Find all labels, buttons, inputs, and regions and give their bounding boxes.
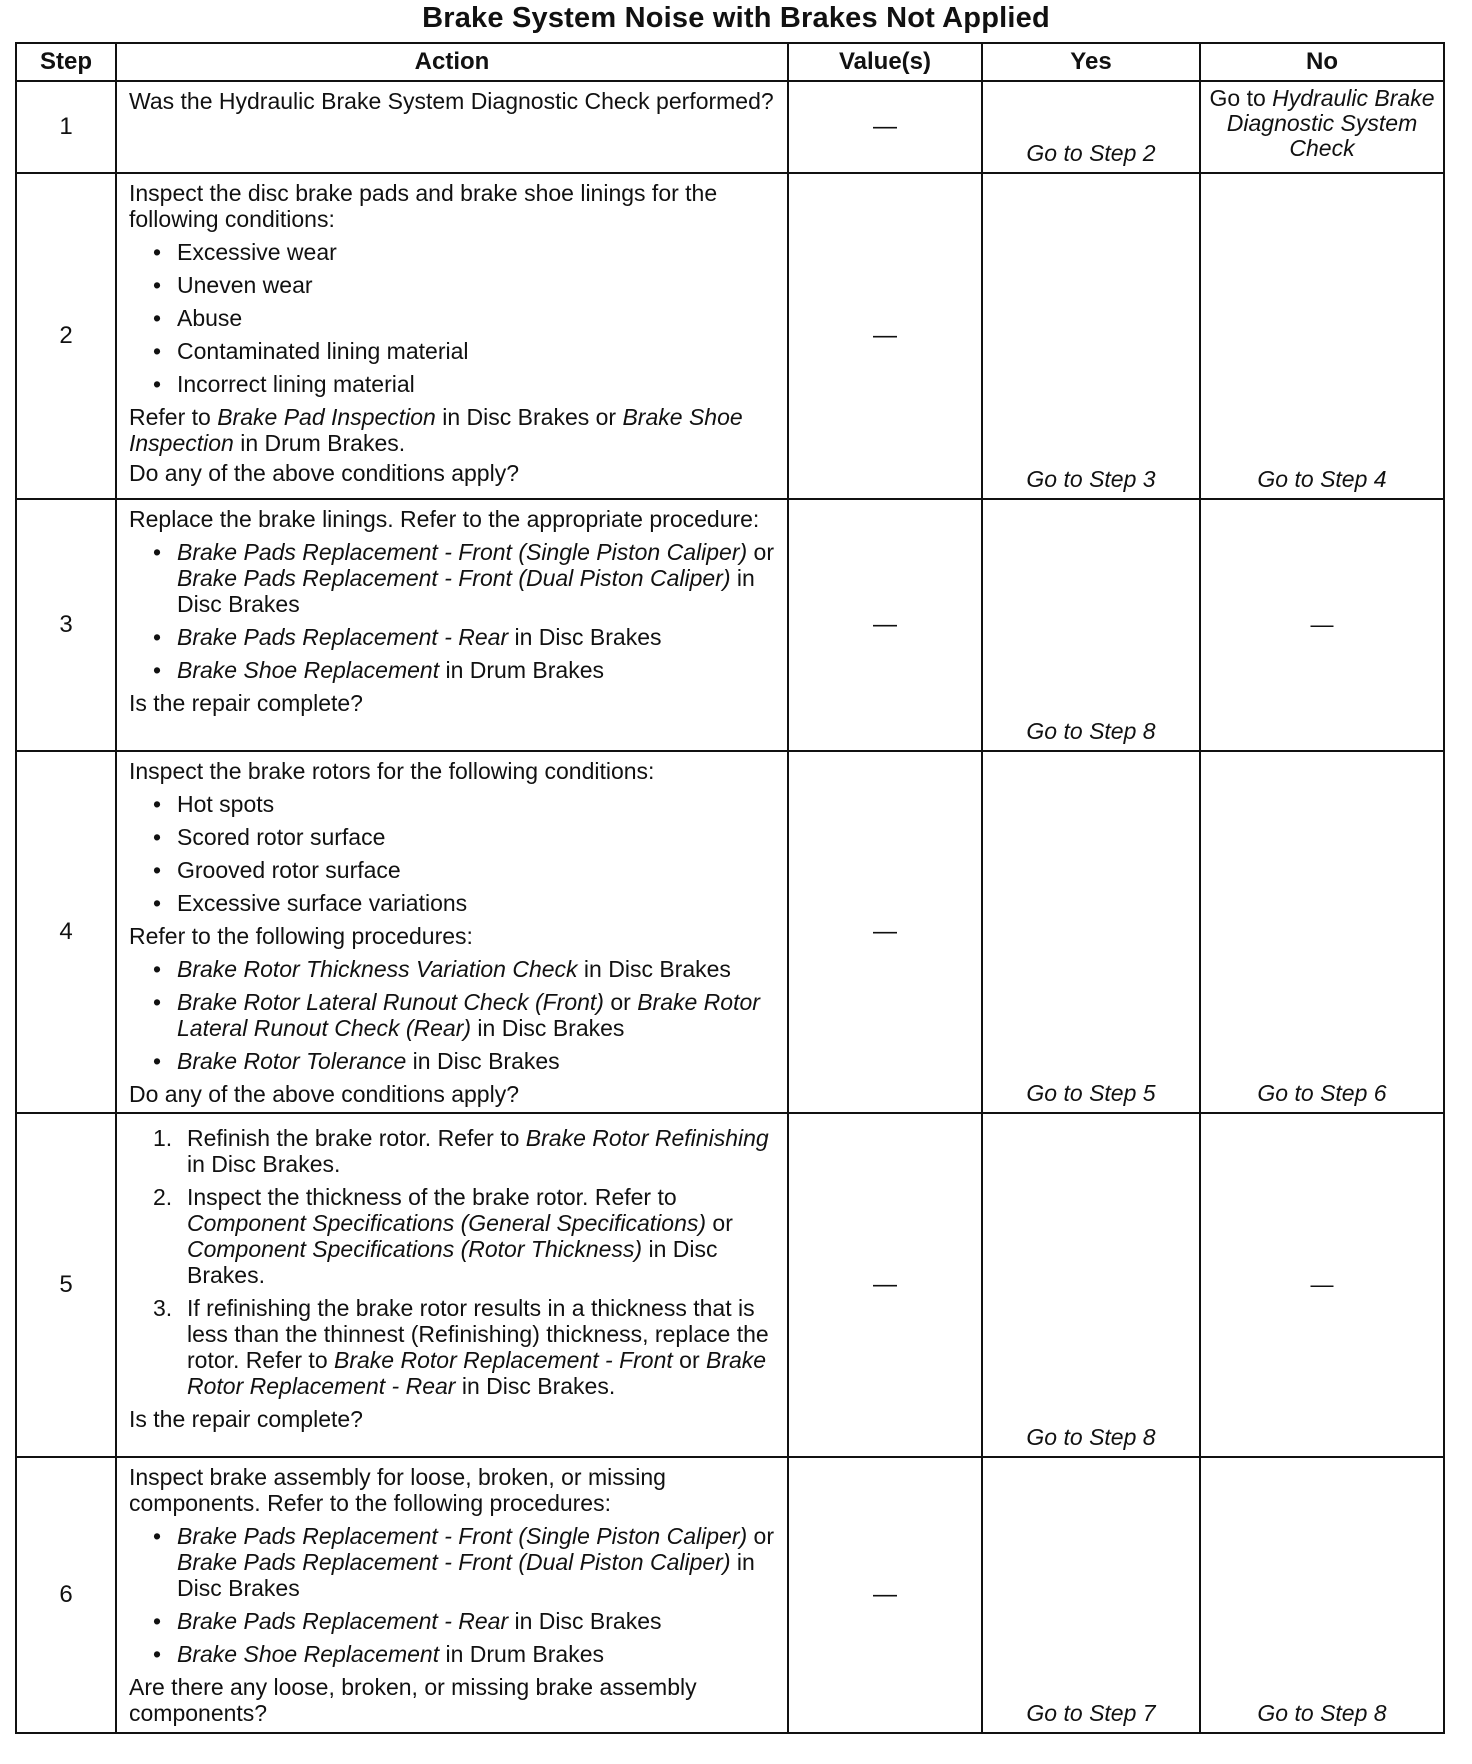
procedure-link: Brake Rotor Refinishing bbox=[525, 1125, 769, 1151]
step-number: 3 bbox=[16, 499, 116, 751]
value-cell: — bbox=[788, 499, 982, 751]
text: or bbox=[706, 1210, 733, 1236]
value-cell: — bbox=[788, 1113, 982, 1457]
yes-cell: Go to Step 3 bbox=[982, 173, 1200, 499]
procedure-link: Brake Shoe Inspection bbox=[129, 404, 743, 456]
text: in Disc Brakes bbox=[508, 1608, 662, 1634]
procedure-link: Brake Pads Replacement - Front (Dual Piston Caliper) bbox=[177, 1549, 731, 1575]
procedure-link: Brake Shoe Replacement bbox=[177, 657, 440, 683]
procedure-link: Brake Rotor Lateral Runout Check (Rear) bbox=[177, 989, 760, 1041]
list-item: • Scored rotor surface bbox=[153, 824, 779, 850]
header-row bbox=[16, 43, 1444, 81]
no-prefix: Go to bbox=[1209, 85, 1273, 111]
procedure-list bbox=[129, 1523, 779, 1667]
value-cell: — bbox=[788, 81, 982, 173]
text: in Drum Brakes. bbox=[233, 430, 406, 456]
value-cell: — bbox=[788, 173, 982, 499]
yes-cell: Go to Step 8 bbox=[982, 499, 1200, 751]
yes-cell: Go to Step 7 bbox=[982, 1457, 1200, 1733]
action-intro: Replace the brake linings. Refer to the appropriate procedure: bbox=[129, 506, 760, 532]
action-intro: Inspect brake assembly for loose, broken, or missing components. Refer to the following procedures: bbox=[129, 1464, 666, 1516]
step-number: 4 bbox=[16, 751, 116, 1113]
list-item bbox=[153, 539, 779, 617]
no-cell: Go to Step 6 bbox=[1200, 751, 1444, 1113]
list-item bbox=[153, 1608, 779, 1634]
condition-list bbox=[129, 791, 779, 916]
action-cell bbox=[116, 173, 788, 499]
action-intro: Inspect the disc brake pads and brake shoe linings for the following conditions: bbox=[129, 180, 718, 232]
no-cell: Go to Step 8 bbox=[1200, 1457, 1444, 1733]
procedure-link: Brake Pad Inspection bbox=[217, 404, 436, 430]
yes-cell: Go to Step 5 bbox=[982, 751, 1200, 1113]
procedure-link: Brake Rotor Tolerance bbox=[177, 1048, 407, 1074]
list-item bbox=[153, 1184, 779, 1288]
table-row bbox=[16, 1113, 1444, 1457]
table-row bbox=[16, 751, 1444, 1113]
list-item bbox=[153, 624, 779, 650]
list-item: • Excessive wear bbox=[153, 239, 779, 265]
action-cell bbox=[116, 81, 788, 173]
text: in Disc Brakes bbox=[177, 1549, 755, 1601]
no-cell: — bbox=[1200, 1113, 1444, 1457]
procedure-link: Brake Pads Replacement - Front (Single Piston Caliper) bbox=[177, 539, 748, 565]
action-cell bbox=[116, 1113, 788, 1457]
text: in Disc Brakes bbox=[406, 1048, 560, 1074]
text: or bbox=[747, 1523, 774, 1549]
list-item bbox=[153, 1295, 779, 1399]
list-item bbox=[153, 1523, 779, 1601]
procedure-link: Brake Pads Replacement - Front (Single Piston Caliper) bbox=[177, 1523, 748, 1549]
no-cell: Go to Step 4 bbox=[1200, 173, 1444, 499]
item-number: 1. bbox=[153, 1125, 173, 1151]
action-question: Is the repair complete? bbox=[129, 690, 363, 716]
condition-list bbox=[129, 239, 779, 397]
header-no: No bbox=[1200, 43, 1444, 81]
list-item: • Excessive surface variations bbox=[153, 890, 779, 916]
text: If refinishing the brake rotor results in a thickness that is less than the thinnest (Refinishing) thickness, replace the rotor. Refer to bbox=[187, 1295, 769, 1373]
action-question: Is the repair complete? bbox=[129, 1406, 363, 1432]
procedure-link: Component Specifications (General Specifications) bbox=[187, 1210, 707, 1236]
list-item bbox=[153, 1125, 779, 1177]
text: in Disc Brakes bbox=[471, 1015, 625, 1041]
step-number: 1 bbox=[16, 81, 116, 173]
table-row bbox=[16, 81, 1444, 173]
value-cell: — bbox=[788, 751, 982, 1113]
action-cell bbox=[116, 499, 788, 751]
header-values: Value(s) bbox=[788, 43, 982, 81]
action-question: Was the Hydraulic Brake System Diagnostic Check performed? bbox=[129, 88, 774, 114]
step-number: 6 bbox=[16, 1457, 116, 1733]
table-row bbox=[16, 173, 1444, 499]
item-number: 3. bbox=[153, 1295, 173, 1321]
step-number: 2 bbox=[16, 173, 116, 499]
text: in Disc Brakes bbox=[177, 565, 755, 617]
procedure-link: Brake Rotor Thickness Variation Check bbox=[177, 956, 578, 982]
step-number: 5 bbox=[16, 1113, 116, 1457]
procedure-link: Hydraulic Brake Diagnostic System Check bbox=[1226, 85, 1435, 161]
text: in Disc Brakes. bbox=[187, 1236, 718, 1288]
action-question: Do any of the above conditions apply? bbox=[129, 1081, 519, 1107]
no-cell bbox=[1200, 81, 1444, 173]
header-yes: Yes bbox=[982, 43, 1200, 81]
list-item: • Incorrect lining material bbox=[153, 371, 779, 397]
page-title: Brake System Noise with Brakes Not Applied bbox=[422, 2, 1050, 34]
list-item bbox=[153, 1641, 779, 1667]
text: or bbox=[672, 1347, 706, 1373]
diagnostic-table bbox=[15, 42, 1445, 1734]
procedure-list bbox=[129, 956, 779, 1074]
procedure-link: Brake Rotor Replacement - Front bbox=[334, 1347, 673, 1373]
action-question: Are there any loose, broken, or missing brake assembly components? bbox=[129, 1674, 697, 1726]
list-item bbox=[153, 956, 779, 982]
table-row bbox=[16, 499, 1444, 751]
procedure-link: Brake Pads Replacement - Rear bbox=[177, 624, 509, 650]
text: in Disc Brakes bbox=[508, 624, 662, 650]
yes-cell: Go to Step 2 bbox=[982, 81, 1200, 173]
list-item: • Contaminated lining material bbox=[153, 338, 779, 364]
no-cell: — bbox=[1200, 499, 1444, 751]
procedure-link: Brake Rotor Lateral Runout Check (Front) bbox=[177, 989, 604, 1015]
header-step: Step bbox=[16, 43, 116, 81]
action-cell bbox=[116, 1457, 788, 1733]
text: in Drum Brakes bbox=[439, 1641, 604, 1667]
item-number: 2. bbox=[153, 1184, 173, 1210]
text: in Disc Brakes. bbox=[455, 1373, 616, 1399]
action-refer bbox=[129, 404, 779, 456]
procedure-link: Brake Pads Replacement - Rear bbox=[177, 1608, 509, 1634]
action-cell bbox=[116, 751, 788, 1113]
text: Refinish the brake rotor. Refer to bbox=[187, 1125, 526, 1151]
text: in Disc Brakes or bbox=[435, 404, 623, 430]
text: or bbox=[603, 989, 638, 1015]
list-item: • Grooved rotor surface bbox=[153, 857, 779, 883]
text: in Drum Brakes bbox=[439, 657, 604, 683]
list-item bbox=[153, 657, 779, 683]
procedure-list bbox=[129, 539, 779, 683]
procedure-link: Brake Rotor Replacement - Rear bbox=[187, 1347, 767, 1399]
value-cell: — bbox=[788, 1457, 982, 1733]
list-item: • Abuse bbox=[153, 305, 779, 331]
text: in Disc Brakes bbox=[577, 956, 731, 982]
procedure-link: Brake Shoe Replacement bbox=[177, 1641, 440, 1667]
action-intro: Inspect the brake rotors for the following conditions: bbox=[129, 758, 655, 784]
list-item bbox=[153, 1048, 779, 1074]
procedure-link: Brake Pads Replacement - Front (Dual Piston Caliper) bbox=[177, 565, 731, 591]
list-item: • Hot spots bbox=[153, 791, 779, 817]
procedure-link: Component Specifications (Rotor Thickness) bbox=[187, 1236, 643, 1262]
text: Inspect the thickness of the brake rotor. Refer to bbox=[187, 1184, 677, 1210]
yes-cell: Go to Step 8 bbox=[982, 1113, 1200, 1457]
numbered-steps bbox=[129, 1125, 779, 1399]
table-row bbox=[16, 1457, 1444, 1733]
action-question: Do any of the above conditions apply? bbox=[129, 460, 519, 486]
action-refer: Refer to the following procedures: bbox=[129, 923, 473, 949]
header-action: Action bbox=[116, 43, 788, 81]
text: Refer to bbox=[129, 404, 218, 430]
text: or bbox=[747, 539, 774, 565]
list-item bbox=[153, 989, 779, 1041]
text: in Disc Brakes. bbox=[187, 1151, 341, 1177]
list-item: • Uneven wear bbox=[153, 272, 779, 298]
